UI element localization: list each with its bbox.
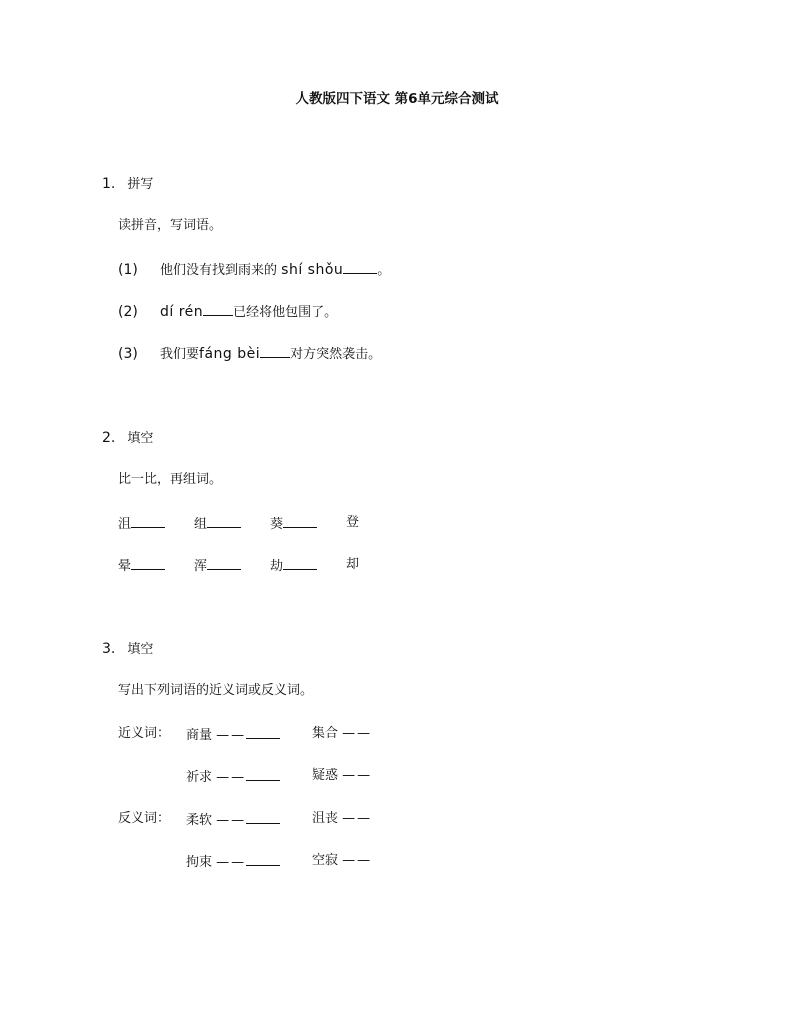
- answer-blank[interactable]: [207, 557, 241, 570]
- antonym-item: [186, 811, 280, 829]
- antonym-item: [312, 853, 372, 869]
- answer-blank[interactable]: [283, 515, 317, 528]
- word: 空寂: [312, 853, 339, 868]
- q1-item-3-pinyin: fáng bèi: [199, 346, 261, 362]
- dash: ——: [216, 728, 247, 743]
- q1-item-3-text: 我们要: [160, 347, 200, 362]
- q2-row-1-char-1: [118, 515, 165, 533]
- answer-blank[interactable]: [246, 726, 280, 739]
- synonym-item: [186, 768, 280, 786]
- q1-item-3-number: (3): [118, 346, 138, 362]
- word: 集合: [312, 726, 339, 741]
- synonym-item: [312, 726, 372, 742]
- q2-char: 浑: [194, 559, 208, 574]
- q1-item-1-text: 他们没有找到雨来的: [160, 263, 278, 278]
- question-1-title: 拼写: [127, 177, 154, 192]
- answer-blank[interactable]: [246, 811, 280, 824]
- question-3-heading: [102, 641, 153, 658]
- question-3-instruction: 写出下列词语的近义词或反义词。: [118, 683, 314, 698]
- word: 沮丧: [312, 811, 339, 826]
- answer-blank[interactable]: [246, 768, 280, 781]
- dash: ——: [216, 813, 247, 828]
- q1-item-3: [118, 345, 381, 363]
- question-1-number: 1.: [102, 176, 116, 192]
- q1-item-2: [118, 303, 337, 321]
- answer-blank[interactable]: [246, 853, 280, 866]
- word: 柔软: [186, 813, 213, 828]
- q2-row-2-char-1: [118, 557, 165, 575]
- question-2-title: 填空: [127, 431, 154, 446]
- q1-item-2-pinyin: dí rén: [160, 304, 204, 320]
- question-2-number: 2.: [102, 430, 116, 446]
- q1-item-3-after: 对方突然袭击。: [290, 347, 382, 362]
- dash: ——: [216, 770, 247, 785]
- antonym-label: 反义词：: [118, 811, 171, 826]
- q1-item-1: [118, 261, 390, 279]
- q2-char: 组: [194, 517, 208, 532]
- q2-char: 登: [346, 515, 360, 530]
- word: 祈求: [186, 770, 213, 785]
- dash: ——: [216, 855, 247, 870]
- question-2-heading: [102, 430, 153, 447]
- answer-blank[interactable]: [131, 557, 165, 570]
- synonym-item: [186, 726, 280, 744]
- q2-row-1-char-2: [194, 515, 241, 533]
- answer-blank[interactable]: [207, 515, 241, 528]
- q1-item-1-number: (1): [118, 262, 138, 278]
- answer-blank[interactable]: [131, 515, 165, 528]
- question-1-instruction: 读拼音，写词语。: [118, 218, 223, 233]
- answer-blank[interactable]: [260, 345, 290, 358]
- word: 商量: [186, 728, 213, 743]
- q2-row-2-char-2: [194, 557, 241, 575]
- q2-row-2-char-4: [346, 557, 359, 573]
- question-3-number: 3.: [102, 641, 116, 657]
- word: 拘束: [186, 855, 213, 870]
- q1-item-1-pinyin: shí shǒu: [281, 262, 344, 278]
- q2-char: 劫: [270, 559, 284, 574]
- word: 疑惑: [312, 768, 339, 783]
- q2-char: 却: [346, 557, 360, 572]
- q2-row-2-char-3: [270, 557, 317, 575]
- question-3-title: 填空: [127, 642, 154, 657]
- dash: ——: [342, 768, 373, 783]
- answer-blank[interactable]: [203, 303, 233, 316]
- page-title: 人教版四下语文 第6单元综合测试: [295, 91, 499, 107]
- q1-item-1-after: 。: [377, 263, 391, 278]
- question-1-heading: [102, 176, 153, 193]
- q2-char: 晕: [118, 559, 132, 574]
- synonym-item: [312, 768, 372, 784]
- antonym-item: [186, 853, 280, 871]
- dash: ——: [342, 811, 373, 826]
- q2-row-1-char-4: [346, 515, 359, 531]
- answer-blank[interactable]: [343, 261, 377, 274]
- q1-item-2-after: 已经将他包围了。: [233, 305, 338, 320]
- q2-char: 沮: [118, 517, 132, 532]
- answer-blank[interactable]: [283, 557, 317, 570]
- dash: ——: [342, 726, 373, 741]
- synonym-label: 近义词：: [118, 726, 171, 741]
- q1-item-2-number: (2): [118, 304, 138, 320]
- dash: ——: [342, 853, 373, 868]
- antonym-item: [312, 811, 372, 827]
- q2-row-1-char-3: [270, 515, 317, 533]
- question-2-instruction: 比一比，再组词。: [118, 472, 223, 487]
- q2-char: 葵: [270, 517, 284, 532]
